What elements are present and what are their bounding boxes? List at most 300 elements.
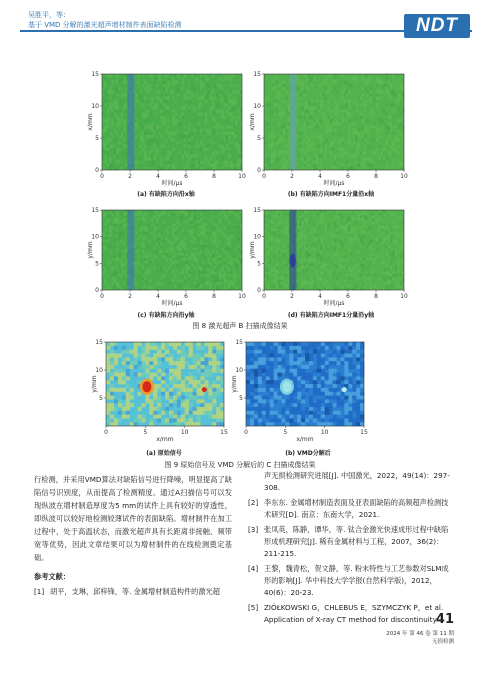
heatmap-cell: [196, 399, 200, 403]
heatmap-cell: [306, 277, 309, 280]
heatmap-cell: [179, 223, 182, 226]
heatmap-cell: [250, 346, 254, 350]
heatmap-cell: [390, 87, 393, 91]
heatmap-cell: [106, 388, 110, 392]
heatmap-cell: [151, 154, 154, 158]
heatmap-cell: [137, 90, 140, 94]
heatmap-cell: [392, 77, 395, 81]
heatmap-cell: [172, 269, 175, 272]
heatmap-cell: [311, 84, 314, 88]
heatmap-cell: [397, 125, 400, 129]
heatmap-cell: [212, 353, 216, 357]
heatmap-cell: [196, 353, 200, 357]
heatmap-cell: [250, 422, 254, 426]
heatmap-cell: [399, 112, 402, 116]
heatmap-cell: [158, 234, 161, 237]
heatmap-cell: [137, 138, 140, 142]
heatmap-cell: [325, 365, 329, 369]
heatmap-cell: [195, 285, 198, 288]
heatmap-cell: [144, 144, 147, 148]
heatmap-cell: [208, 403, 212, 407]
heatmap-cell: [173, 384, 177, 388]
heatmap-cell: [378, 239, 381, 242]
heatmap-cell: [299, 285, 302, 288]
heatmap-cell: [385, 253, 388, 256]
heatmap-cell: [126, 384, 130, 388]
heatmap-cell: [116, 221, 119, 224]
heatmap-cell: [278, 277, 281, 280]
heatmap-cell: [357, 164, 360, 168]
heatmap-cell: [285, 418, 289, 422]
heatmap-cell: [278, 90, 281, 94]
heatmap-cell: [214, 261, 217, 264]
heatmap-cell: [146, 135, 149, 139]
heatmap-cell: [237, 247, 240, 250]
heatmap-cell: [193, 245, 196, 248]
x-tick-label: 4: [318, 293, 322, 300]
header-authors: 吴胜平，等：: [28, 11, 70, 19]
heatmap-cell: [189, 422, 193, 426]
heatmap-cell: [185, 403, 189, 407]
heatmap-cell: [383, 271, 386, 274]
heatmap-cell: [230, 103, 233, 107]
heatmap-cell: [161, 376, 165, 380]
heatmap-cell: [167, 119, 170, 123]
heatmap-cell: [212, 151, 215, 155]
heatmap-cell: [343, 266, 346, 269]
heatmap-cell: [123, 151, 126, 155]
heatmap-cell: [378, 128, 381, 132]
heatmap-cell: [207, 90, 210, 94]
heatmap-cell: [285, 373, 289, 377]
heatmap-cell: [381, 125, 384, 129]
heatmap-cell: [134, 357, 138, 361]
heatmap-cell: [102, 103, 105, 107]
heatmap-cell: [209, 282, 212, 285]
heatmap-cell: [362, 210, 365, 213]
heatmap-cell: [385, 112, 388, 116]
heatmap-cell: [399, 132, 402, 136]
heatmap-cell: [334, 223, 337, 226]
heatmap-cell: [185, 384, 189, 388]
x-axis-label: 时间/μs: [161, 180, 183, 187]
heatmap-cell: [214, 258, 217, 261]
heatmap-cell: [195, 164, 198, 168]
heatmap-cell: [221, 247, 224, 250]
heatmap-cell: [207, 77, 210, 81]
heatmap-cell: [212, 234, 215, 237]
heatmap-cell: [341, 148, 344, 152]
heatmap-cell: [198, 266, 201, 269]
heatmap-cell: [151, 128, 154, 132]
heatmap-cell: [364, 157, 367, 161]
heatmap-cell: [266, 346, 270, 350]
heatmap-cell: [126, 403, 130, 407]
heatmap-cell: [177, 373, 181, 377]
heatmap-cell: [153, 144, 156, 148]
heatmap-cell: [165, 395, 169, 399]
heatmap-cell: [360, 392, 364, 396]
heatmap-cell: [325, 392, 329, 396]
heatmap-cell: [397, 234, 400, 237]
heatmap-cell: [123, 218, 126, 221]
heatmap-cell: [137, 80, 140, 84]
heatmap-cell: [285, 229, 288, 232]
heatmap-cell: [357, 132, 360, 136]
heatmap-cell: [325, 210, 328, 213]
heatmap-cell: [397, 100, 400, 104]
heatmap-cell: [322, 119, 325, 123]
heatmap-cell: [340, 392, 344, 396]
heatmap-cell: [258, 411, 262, 415]
heatmap-cell: [223, 226, 226, 229]
heatmap-cell: [167, 213, 170, 216]
heatmap-cell: [395, 239, 398, 242]
heatmap-cell: [196, 422, 200, 426]
heatmap-cell: [258, 361, 262, 365]
heatmap-cell: [205, 77, 208, 81]
heatmap-cell: [134, 350, 138, 354]
heatmap-cell: [385, 132, 388, 136]
heatmap-cell: [352, 392, 356, 396]
heatmap-cell: [344, 350, 348, 354]
heatmap-cell: [151, 210, 154, 213]
heatmap-cell: [174, 285, 177, 288]
heatmap-cell: [173, 399, 177, 403]
heatmap-cell: [174, 122, 177, 126]
heatmap-cell: [193, 422, 197, 426]
heatmap-cell: [188, 125, 191, 129]
heatmap-cell: [149, 135, 152, 139]
heatmap-cell: [297, 135, 300, 139]
heatmap-cell: [207, 274, 210, 277]
heatmap-cell: [285, 369, 289, 373]
heatmap-cell: [165, 96, 168, 100]
heatmap-cell: [188, 157, 191, 161]
reference-number: [3]: [248, 525, 259, 534]
heatmap-cell: [216, 376, 220, 380]
heatmap-cell: [226, 125, 229, 129]
heatmap-cell: [216, 226, 219, 229]
heatmap-cell: [333, 361, 337, 365]
heatmap-cell: [145, 353, 149, 357]
heatmap-cell: [369, 282, 372, 285]
heatmap-cell: [193, 242, 196, 245]
heatmap-cell: [315, 234, 318, 237]
heatmap-cell: [118, 100, 121, 104]
heatmap-cell: [367, 77, 370, 81]
heatmap-cell: [207, 261, 210, 264]
x-axis-label: 时间/μs: [323, 180, 345, 187]
heatmap-cell: [219, 229, 222, 232]
heatmap-cell: [304, 237, 307, 240]
heatmap-cell: [304, 132, 307, 136]
heatmap-cell: [297, 154, 300, 158]
heatmap-cell: [177, 93, 180, 97]
heatmap-cell: [191, 239, 194, 242]
heatmap-cell: [271, 285, 274, 288]
heatmap-cell: [362, 157, 365, 161]
heatmap-cell: [378, 229, 381, 232]
heatmap-cell: [107, 116, 110, 120]
heatmap-cell: [258, 350, 262, 354]
heatmap-cell: [161, 411, 165, 415]
heatmap-cell: [156, 239, 159, 242]
heatmap-cell: [385, 77, 388, 81]
heatmap-cell: [123, 80, 126, 84]
heatmap-cell: [320, 135, 323, 139]
heatmap-cell: [306, 77, 309, 81]
heatmap-cell: [329, 109, 332, 113]
heatmap-cell: [309, 415, 313, 419]
heatmap-cell: [153, 84, 156, 88]
heatmap-cell: [269, 226, 272, 229]
heatmap-cell: [167, 125, 170, 129]
heatmap-cell: [246, 361, 250, 365]
heatmap-cell: [142, 103, 145, 107]
heatmap-cell: [395, 138, 398, 142]
heatmap-cell: [109, 231, 112, 234]
heatmap-cell: [226, 218, 229, 221]
heatmap-cell: [156, 151, 159, 155]
heatmap-cell: [219, 239, 222, 242]
heatmap-cell: [327, 119, 330, 123]
heatmap-cell: [374, 215, 377, 218]
heatmap-cell: [311, 116, 314, 120]
heatmap-cell: [107, 132, 110, 136]
heatmap-cell: [371, 164, 374, 168]
heatmap-cell: [299, 144, 302, 148]
heatmap-cell: [392, 157, 395, 161]
heatmap-cell: [214, 231, 217, 234]
heatmap-cell: [221, 116, 224, 120]
heatmap-cell: [142, 277, 145, 280]
heatmap-cell: [329, 422, 333, 426]
heatmap-cell: [285, 346, 289, 350]
heatmap-cell: [142, 135, 145, 139]
heatmap-cell: [308, 221, 311, 224]
heatmap-cell: [123, 282, 126, 285]
heatmap-cell: [390, 229, 393, 232]
heatmap-cell: [371, 138, 374, 142]
heatmap-cell: [381, 255, 384, 258]
heatmap-cell: [195, 221, 198, 224]
heatmap-cell: [111, 109, 114, 113]
heatmap-cell: [228, 164, 231, 168]
heatmap-cell: [196, 346, 200, 350]
heatmap-cell: [179, 250, 182, 253]
heatmap-cell: [320, 250, 323, 253]
figure8-panel-d: [250, 206, 410, 312]
heatmap-cell: [216, 422, 220, 426]
heatmap-cell: [116, 213, 119, 216]
heatmap-cell: [395, 218, 398, 221]
heatmap-cell: [174, 239, 177, 242]
heatmap-cell: [371, 253, 374, 256]
x-axis-label: x/mm: [296, 436, 314, 443]
heatmap-cell: [205, 282, 208, 285]
heatmap-cell: [212, 357, 216, 361]
heatmap-cell: [216, 279, 219, 282]
heatmap-cell: [270, 342, 274, 346]
heatmap-cell: [106, 395, 110, 399]
heatmap-cell: [126, 395, 130, 399]
heatmap-cell: [141, 365, 145, 369]
heatmap-cell: [320, 277, 323, 280]
heatmap-cell: [299, 226, 302, 229]
heatmap-cell: [355, 160, 358, 164]
heatmap-cell: [165, 74, 168, 78]
heatmap-cell: [327, 253, 330, 256]
heatmap-cell: [167, 151, 170, 155]
heatmap-cell: [153, 100, 156, 104]
heatmap-cell: [212, 239, 215, 242]
figure8-caption-c: (c) 有缺陷方向沿y轴: [137, 312, 195, 319]
heatmap-cell: [109, 103, 112, 107]
heatmap-cell: [118, 234, 121, 237]
heatmap-cell: [348, 407, 352, 411]
heatmap-cell: [111, 266, 114, 269]
heatmap-cell: [306, 141, 309, 145]
heatmap-cell: [258, 373, 262, 377]
heatmap-cell: [163, 151, 166, 155]
heatmap-cell: [160, 100, 163, 104]
heatmap-cell: [126, 411, 130, 415]
heatmap-cell: [167, 231, 170, 234]
heatmap-cell: [102, 160, 105, 164]
x-tick-label: 6: [346, 173, 350, 180]
heatmap-cell: [141, 373, 145, 377]
heatmap-cell: [223, 245, 226, 248]
heatmap-cell: [274, 373, 278, 377]
heatmap-cell: [395, 80, 398, 84]
heatmap-cell: [160, 93, 163, 97]
heatmap-cell: [304, 258, 307, 261]
heatmap-cell: [313, 164, 316, 168]
heatmap-cell: [395, 100, 398, 104]
heatmap-cell: [322, 266, 325, 269]
heatmap-cell: [321, 392, 325, 396]
heatmap-cell: [221, 112, 224, 116]
heatmap-cell: [297, 96, 300, 100]
heatmap-cell: [297, 407, 301, 411]
heatmap-cell: [233, 271, 236, 274]
heatmap-cell: [107, 141, 110, 145]
heatmap-cell: [297, 266, 300, 269]
heatmap-cell: [313, 253, 316, 256]
heatmap-cell: [144, 253, 147, 256]
heatmap-cell: [274, 411, 278, 415]
heatmap-cell: [230, 132, 233, 136]
heatmap-cell: [364, 221, 367, 224]
heatmap-cell: [158, 74, 161, 78]
heatmap-cell: [233, 237, 236, 240]
heatmap-cell: [141, 353, 145, 357]
heatmap-cell: [198, 271, 201, 274]
heatmap-cell: [207, 258, 210, 261]
heatmap-cell: [144, 263, 147, 266]
heatmap-cell: [174, 282, 177, 285]
heatmap-cell: [313, 213, 316, 216]
heatmap-cell: [273, 112, 276, 116]
heatmap-cell: [137, 250, 140, 253]
heatmap-cell: [116, 285, 119, 288]
heatmap-cell: [356, 376, 360, 380]
heatmap-cell: [322, 263, 325, 266]
heatmap-cell: [301, 263, 304, 266]
heatmap-cell: [193, 210, 196, 213]
heatmap-cell: [172, 213, 175, 216]
heatmap-cell: [360, 418, 364, 422]
heatmap-cell: [177, 403, 181, 407]
heatmap-cell: [144, 271, 147, 274]
heatmap-cell: [367, 213, 370, 216]
heatmap-cell: [149, 157, 152, 161]
heatmap-cell: [181, 253, 184, 256]
heatmap-cell: [309, 407, 313, 411]
heatmap-cell: [327, 116, 330, 120]
heatmap-cell: [350, 226, 353, 229]
heatmap-cell: [283, 128, 286, 132]
heatmap-cell: [177, 263, 180, 266]
heatmap-cell: [374, 151, 377, 155]
heatmap-cell: [343, 218, 346, 221]
heatmap-cell: [139, 213, 142, 216]
heatmap-cell: [191, 226, 194, 229]
heatmap-cell: [134, 365, 138, 369]
heatmap-cell: [336, 229, 339, 232]
heatmap-cell: [297, 346, 301, 350]
heatmap-cell: [196, 411, 200, 415]
heatmap-cell: [301, 411, 305, 415]
heatmap-cell: [341, 74, 344, 78]
heatmap-cell: [181, 116, 184, 120]
heatmap-cell: [177, 384, 181, 388]
heatmap-cell: [385, 141, 388, 145]
heatmap-cell: [383, 239, 386, 242]
heatmap-cell: [313, 157, 316, 161]
heatmap-cell: [360, 342, 364, 346]
heatmap-cell: [237, 261, 240, 264]
heatmap-cell: [301, 269, 304, 272]
heatmap-cell: [390, 285, 393, 288]
heatmap-cell: [208, 407, 212, 411]
heatmap-cell: [274, 369, 278, 373]
heatmap-cell: [207, 282, 210, 285]
heatmap-cell: [106, 357, 110, 361]
heatmap-cell: [153, 132, 156, 136]
heatmap-cell: [348, 138, 351, 142]
heatmap-cell: [280, 285, 283, 288]
heatmap-cell: [134, 346, 138, 350]
heatmap-cell: [318, 84, 321, 88]
heatmap-cell: [146, 100, 149, 104]
heatmap-cell: [278, 282, 281, 285]
heatmap-cell: [228, 100, 231, 104]
heatmap-cell: [170, 157, 173, 161]
heatmap-cell: [121, 116, 124, 120]
heatmap-cell: [181, 80, 184, 84]
heatmap-cell: [280, 109, 283, 113]
heatmap-cell: [395, 269, 398, 272]
heatmap-cell: [283, 253, 286, 256]
heatmap-cell: [153, 237, 156, 240]
heatmap-cell: [118, 403, 122, 407]
heatmap-cell: [114, 407, 118, 411]
heatmap-cell: [262, 365, 266, 369]
heatmap-cell: [126, 399, 130, 403]
heatmap-cell: [280, 135, 283, 139]
